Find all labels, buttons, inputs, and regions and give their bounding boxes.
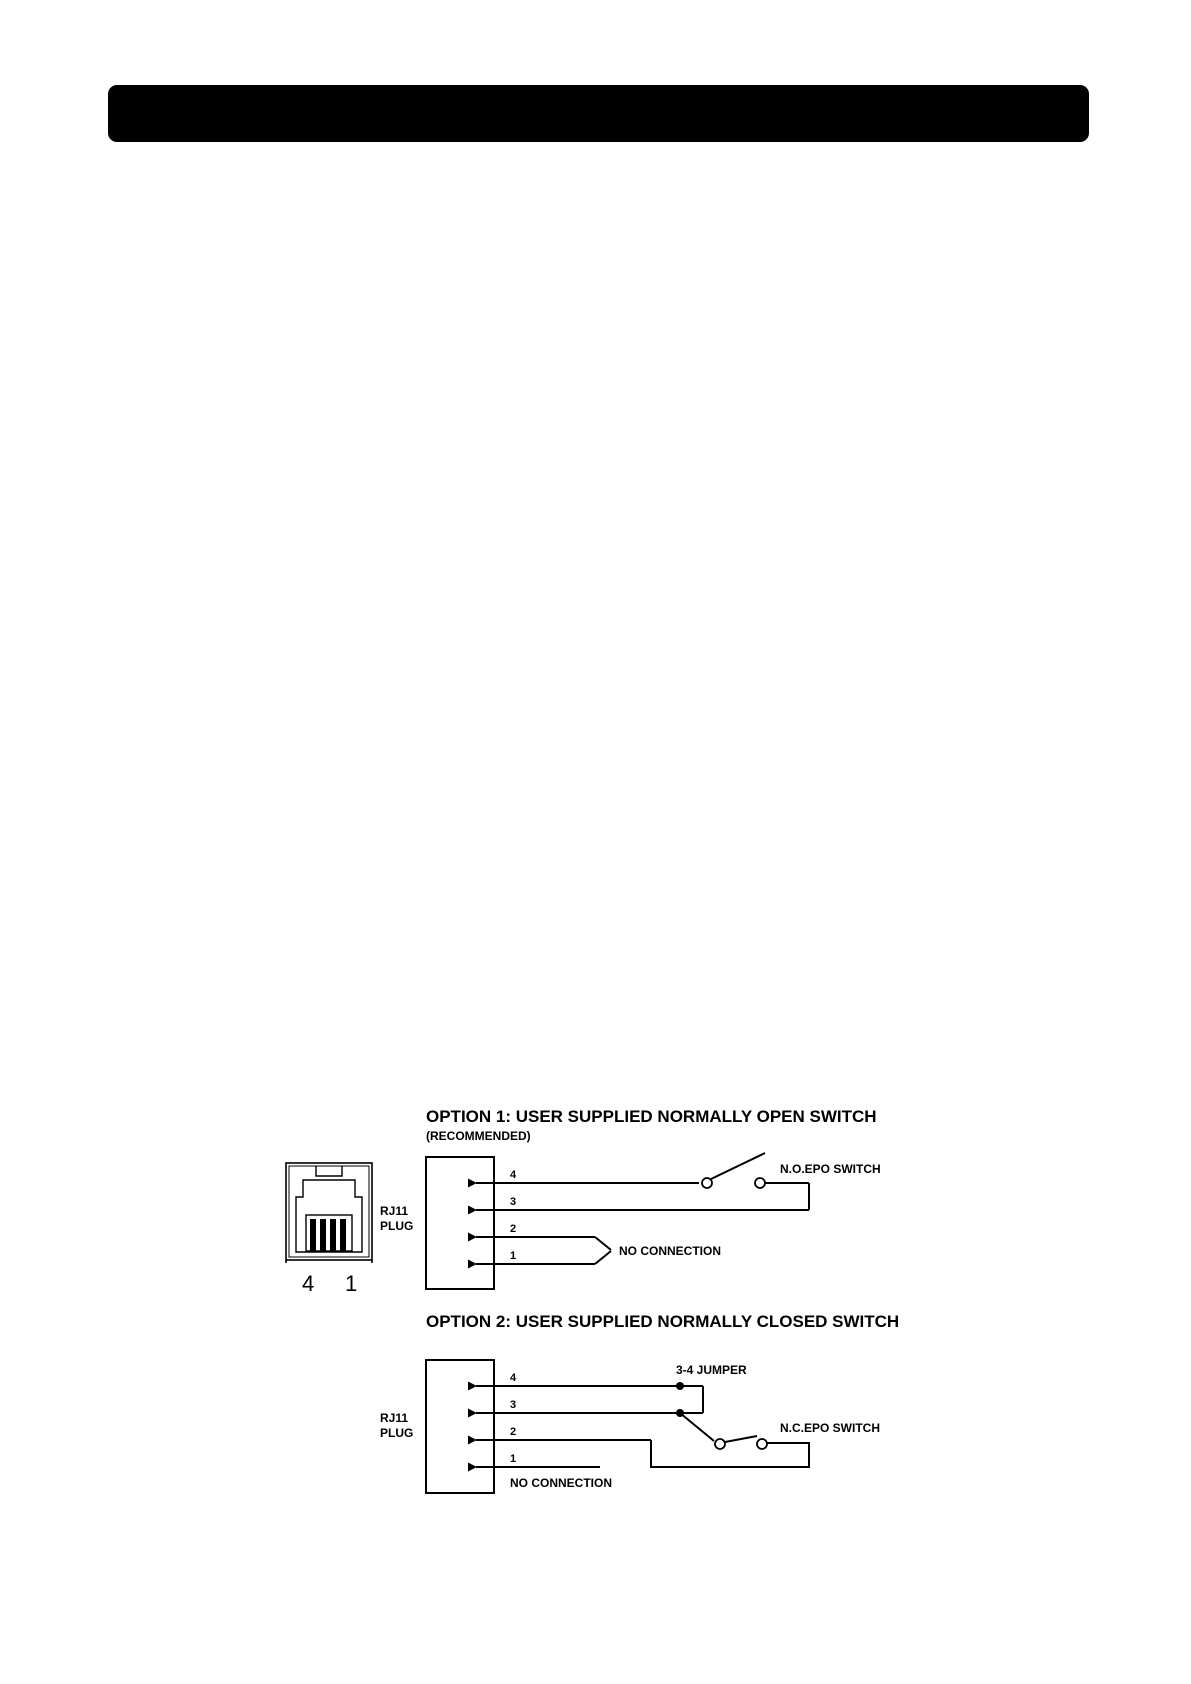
option1-wire-pin2-bend: [595, 1237, 611, 1250]
option2-junction-pin3: [676, 1409, 684, 1417]
rj11-jack-icon: [286, 1163, 372, 1263]
option2-junction-pin4: [676, 1382, 684, 1390]
option1-wire-pin1-bend: [595, 1251, 611, 1264]
option1-plug-body: [426, 1157, 494, 1289]
option2-rj11-label-line1: RJ11: [380, 1411, 409, 1425]
option1-subtitle: (RECOMMENDED): [426, 1129, 531, 1143]
option1-pin1-label: 1: [510, 1250, 517, 1262]
option1-pin4-label: 4: [510, 1169, 517, 1181]
option2-title: OPTION 2: USER SUPPLIED NORMALLY CLOSED SWITCH: [426, 1312, 900, 1331]
option1-title: OPTION 1: USER SUPPLIED NORMALLY OPEN SWITCH: [426, 1107, 877, 1126]
option2-wire-pin3-to-switch: [680, 1413, 714, 1441]
option2-pin2-label: 2: [510, 1426, 517, 1438]
option2-rj11-label-line2: PLUG: [380, 1426, 414, 1440]
option2-normally-closed-switch-icon: [715, 1436, 767, 1449]
option1-pin2-label: 2: [510, 1223, 517, 1235]
option2-plug-body: [426, 1360, 494, 1493]
rj11-plug-label-line2: PLUG: [380, 1219, 414, 1233]
option2-pin4-label: 4: [510, 1372, 517, 1384]
option1-no-connection-label: NO CONNECTION: [619, 1244, 721, 1258]
option2-pin3-label: 3: [510, 1399, 517, 1411]
option2-wire-pin2-return: [651, 1440, 809, 1467]
option2-pin1-label: 1: [510, 1453, 517, 1465]
rj11-pin4-label: 4: [302, 1271, 315, 1296]
rj11-pin1-label: 1: [345, 1271, 358, 1296]
option1-pin3-label: 3: [510, 1196, 517, 1208]
option1-switch-label: N.O.EPO SWITCH: [780, 1162, 881, 1176]
option2-switch-label: N.C.EPO SWITCH: [780, 1421, 881, 1435]
option2-jumper-label: 3-4 JUMPER: [676, 1363, 747, 1377]
option1-normally-open-switch-icon: [702, 1153, 765, 1188]
option2-no-connection-label: NO CONNECTION: [510, 1476, 612, 1490]
rj11-plug-label-line1: RJ11: [380, 1204, 409, 1218]
